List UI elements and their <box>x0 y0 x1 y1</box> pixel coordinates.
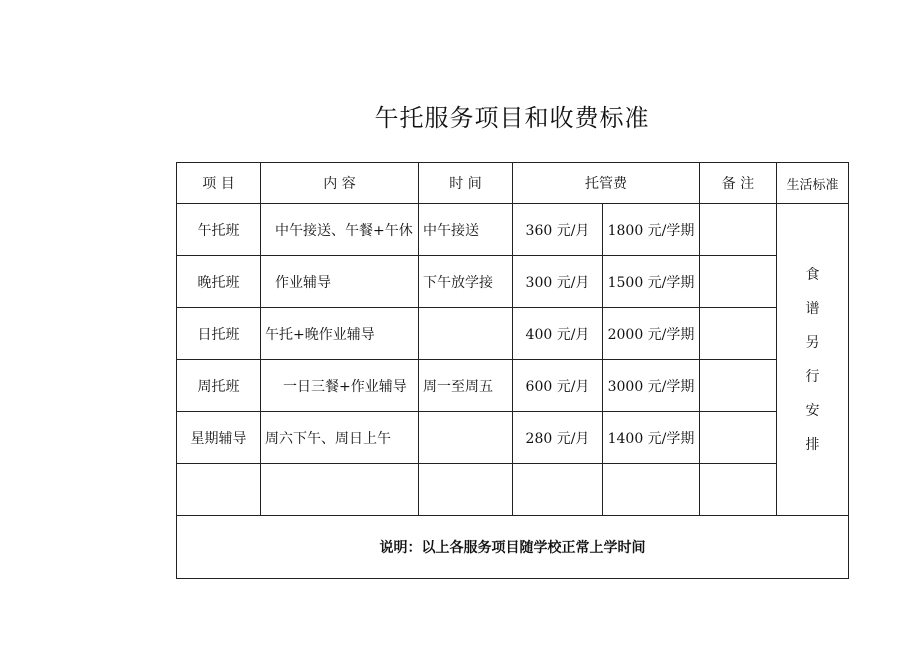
item-cell: 星期辅导 <box>177 412 261 464</box>
monthly-fee-cell: 280 元/月 <box>513 412 603 464</box>
term-fee-cell: 1500 元/学期 <box>603 256 700 308</box>
content-cell: 作业辅导 <box>261 256 419 308</box>
time-cell: 周一至周五 <box>419 360 513 412</box>
header-row <box>177 163 849 204</box>
monthly-fee-cell: 360 元/月 <box>513 204 603 256</box>
document-title: 午托服务项目和收费标准 <box>374 104 650 132</box>
table-row <box>177 308 849 360</box>
table-row <box>177 360 849 412</box>
diet-note-char: 另 <box>805 334 820 351</box>
item-cell: 晚托班 <box>177 256 261 308</box>
diet-note-cell <box>777 204 849 516</box>
time-cell <box>419 308 513 360</box>
empty-row <box>177 464 849 516</box>
header-fee: 托管费 <box>513 163 700 204</box>
header-remark: 备 注 <box>700 163 777 204</box>
empty-cell <box>419 464 513 516</box>
empty-cell <box>261 464 419 516</box>
diet-note-char: 食 <box>805 266 820 283</box>
term-fee-cell: 2000 元/学期 <box>603 308 700 360</box>
diet-note-char: 谱 <box>805 300 820 317</box>
time-cell: 中午接送 <box>419 204 513 256</box>
item-cell: 日托班 <box>177 308 261 360</box>
remark-cell <box>700 360 777 412</box>
monthly-fee-cell: 300 元/月 <box>513 256 603 308</box>
content-cell: 一日三餐+作业辅导 <box>261 360 419 412</box>
empty-cell <box>177 464 261 516</box>
monthly-fee-cell: 600 元/月 <box>513 360 603 412</box>
content-cell: 午托+晚作业辅导 <box>261 308 419 360</box>
time-cell: 下午放学接 <box>419 256 513 308</box>
item-cell: 午托班 <box>177 204 261 256</box>
table-row <box>177 204 849 256</box>
diet-note-char: 安 <box>805 402 820 419</box>
remark-cell <box>700 412 777 464</box>
remark-cell <box>700 256 777 308</box>
empty-cell <box>700 464 777 516</box>
footer-note: 说明：以上各服务项目随学校正常上学时间 <box>177 516 849 579</box>
term-fee-cell: 3000 元/学期 <box>603 360 700 412</box>
diet-note-char: 行 <box>805 368 820 385</box>
monthly-fee-cell: 400 元/月 <box>513 308 603 360</box>
header-item: 项 目 <box>177 163 261 204</box>
empty-cell <box>603 464 700 516</box>
header-time: 时 间 <box>419 163 513 204</box>
table-row <box>177 256 849 308</box>
footer-row <box>177 516 849 579</box>
term-fee-cell: 1400 元/学期 <box>603 412 700 464</box>
empty-cell <box>513 464 603 516</box>
item-cell: 周托班 <box>177 360 261 412</box>
remark-cell <box>700 308 777 360</box>
table-row <box>177 412 849 464</box>
time-cell <box>419 412 513 464</box>
fee-table <box>176 162 849 579</box>
header-content: 内 容 <box>261 163 419 204</box>
content-cell: 中午接送、午餐+午休 <box>261 204 419 256</box>
diet-note-char: 排 <box>805 436 820 453</box>
content-cell: 周六下午、周日上午 <box>261 412 419 464</box>
header-life-standard: 生活标准 <box>777 163 849 204</box>
remark-cell <box>700 204 777 256</box>
term-fee-cell: 1800 元/学期 <box>603 204 700 256</box>
